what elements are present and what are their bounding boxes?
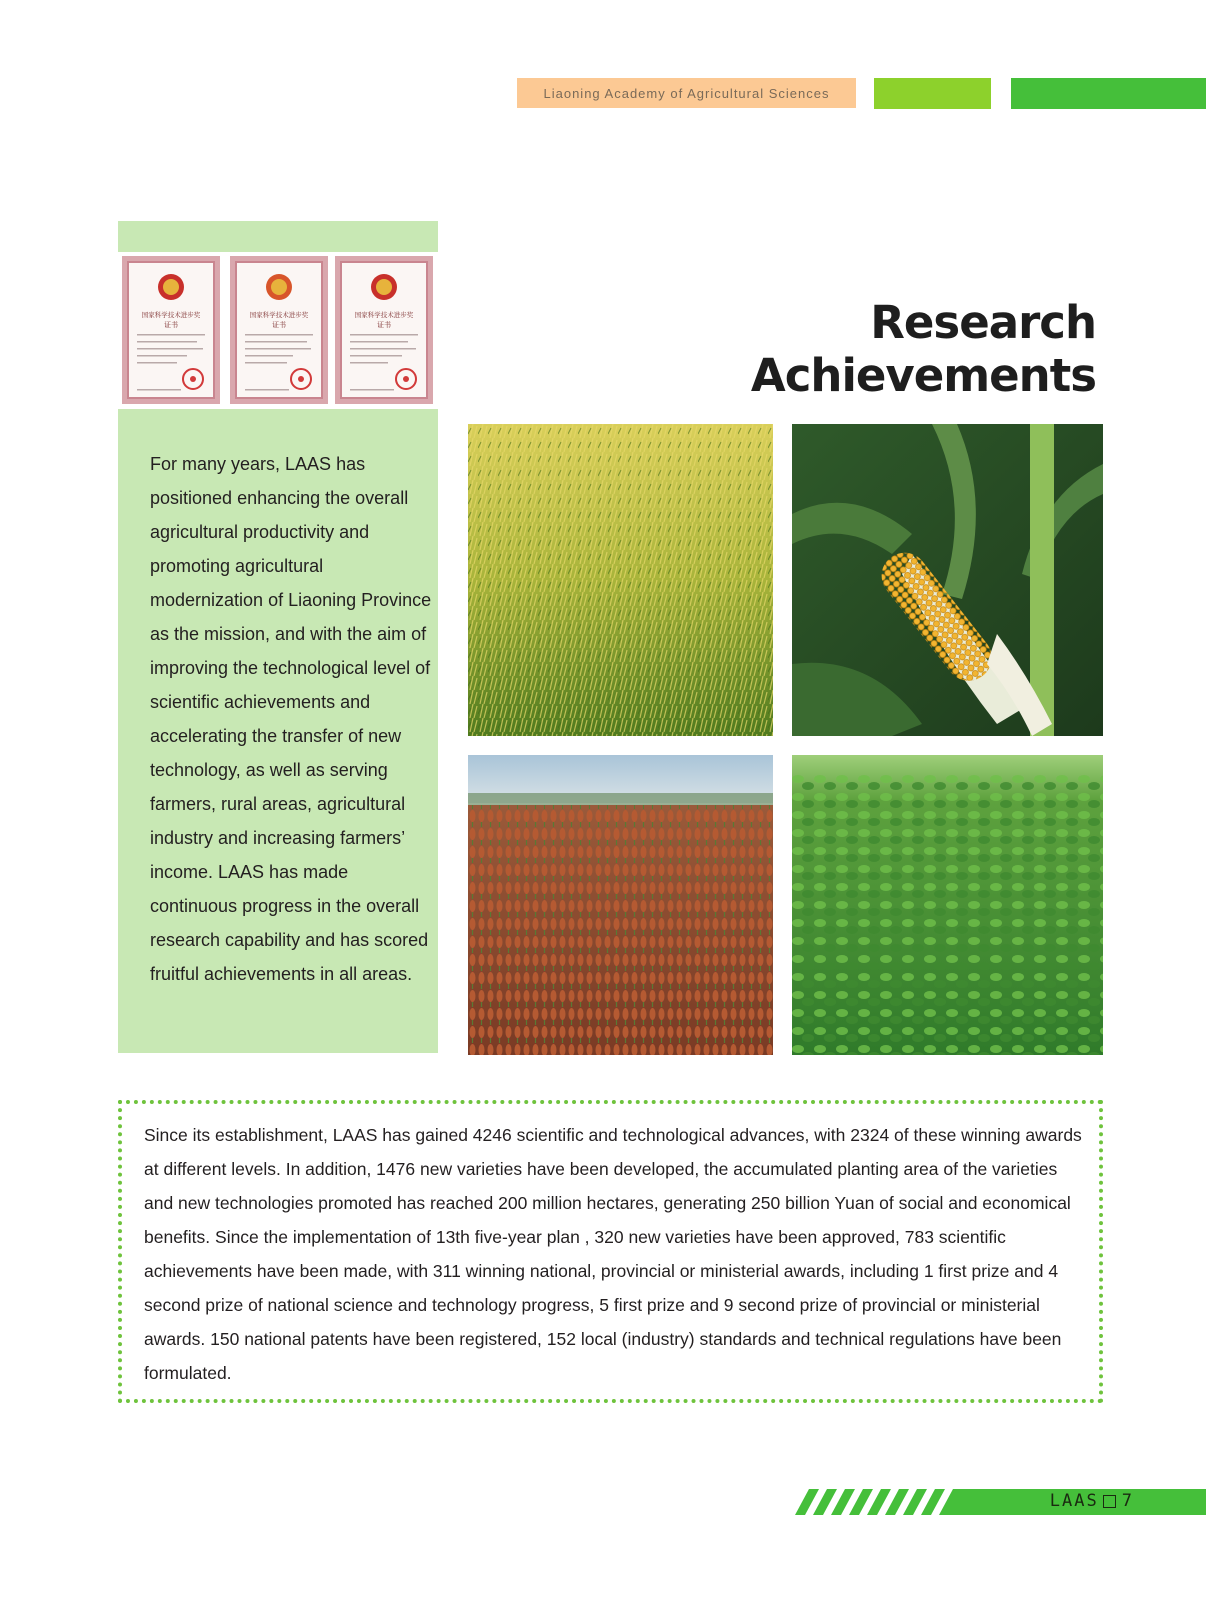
header-accent-bar-dark <box>1011 78 1206 109</box>
footer-stripes <box>795 1489 1206 1515</box>
side-panel <box>118 409 438 1053</box>
certificate-heading: 国家科学技术进步奖 <box>354 311 414 319</box>
certificate-subheading: 证书 <box>272 321 286 329</box>
page-title: Research Achievements <box>750 296 1096 402</box>
header-accent-bar <box>874 78 991 109</box>
certificate-heading: 国家科学技术进步奖 <box>141 311 201 319</box>
sorghum-field-photo <box>468 755 773 1055</box>
summary-text: Since its establishment, LAAS has gained 4246 scientific and technological advances, with 2324 of these winning awards at different levels. In addition, 1476 new varieties have been developed, the accumulated planting area of the varieties and new technologies promoted has reached 200 million hectares, generating 250 billion Yuan of social and economical benefits. Since the implementation of 13th five-year plan , 320 new varieties have been approved, 783 scientific achievements have been made, with 311 winning national, provincial or ministerial awards, including 1 first prize and 4 second prize of national science and technology progress, 5 first prize and 9 second prize of provincial or ministerial awards. 150 national patents have been registered, 152 local (industry) standards and technical regulations have been formulated. <box>144 1125 1082 1383</box>
side-panel-text: For many years, LAAS has positioned enhancing the overall agricultural productivity and promoting agricultural modernization of Liaoning Province as the mission, and with the aim of improving the technological level of scientific achievements and accelerating the transfer of new technology, as well as serving farmers, rural areas, agricultural industry and increasing farmers’ income. LAAS has made continuous progress in the overall research capability and has scored fruitful achievements in all areas. <box>150 454 432 984</box>
certificate-image <box>335 256 433 404</box>
rice-field-photo <box>468 424 773 736</box>
certificate-subheading: 证书 <box>377 321 391 329</box>
side-panel-top-strip <box>118 221 438 252</box>
footer-square-icon <box>1103 1495 1116 1508</box>
soybean-field-photo <box>792 755 1103 1055</box>
footer-label: LAAS <box>1049 1491 1099 1511</box>
certificate-image <box>230 256 328 404</box>
certificate-subheading: 证书 <box>164 321 178 329</box>
footer-bar <box>795 1489 1206 1515</box>
header-tag: Liaoning Academy of Agricultural Sciences <box>517 78 856 108</box>
corn-ear-photo <box>792 424 1103 736</box>
certificate-image <box>122 256 220 404</box>
certificate-heading: 国家科学技术进步奖 <box>249 311 309 319</box>
footer-label-group <box>1050 1491 1134 1511</box>
page-number: 7 <box>1121 1491 1134 1511</box>
summary-box <box>118 1100 1103 1403</box>
